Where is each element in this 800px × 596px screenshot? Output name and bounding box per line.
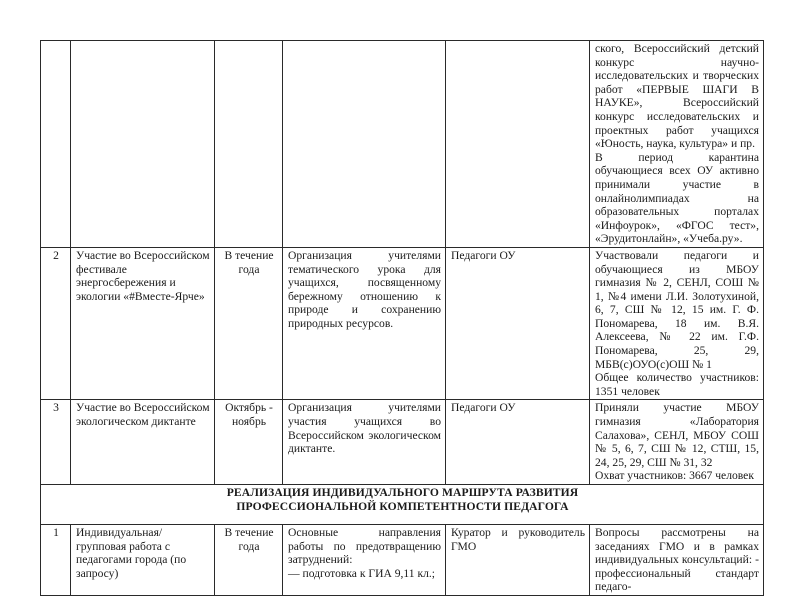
result-text: Приняли участие МБОУ гимназия «Лаборатория Салахова», СЕНЛ, МБОУ СОШ № 5, 6, 7, СШ № 12, СТШ, 15, 24, 25, 29, СШ № 31, 32 — [595, 401, 759, 469]
section-title — [41, 485, 764, 525]
result-text: Участвовали педагоги и обучающиеся из МБОУ гимназия № 2, СЕНЛ, СОШ № 1, №4 имени Л.И. Золотухиной, 6, 7, СШ № 12, 15 им. Г. Ф. Пономарева, 18 им. В.Я. Алексеева, № 22 им. Г.Ф. Пономарева, 25, 29, МБВ(с)ОУО(с)ОШ № 1 — [595, 248, 759, 371]
event-result — [590, 41, 764, 248]
result-text: ского, Всероссийский детский конкурс научно-исследовательских и творческих работ «ПЕРВЫЕ ШАГИ В НАУКЕ», Всероссийский конкурс исследовательских и проектных работ учащихся «Юность, наука, культура» и пр. — [595, 42, 759, 151]
event-content — [283, 41, 446, 248]
row-number — [41, 41, 71, 248]
event-content — [283, 525, 446, 596]
event-result: Вопросы рассмотрены на заседаниях ГМО и в рамках индивидуальных консультаций: - профессиональный стандарт педаго- — [590, 525, 764, 596]
table-row — [41, 400, 764, 485]
row-number: 2 — [41, 247, 71, 400]
event-period — [215, 41, 283, 248]
row-number: 3 — [41, 400, 71, 485]
event-content: Организация учителями участия учащихся во Всероссийском экологическом диктанте. — [283, 400, 446, 485]
event-name: Участие во Всероссийском экологическом диктанте — [71, 400, 215, 485]
event-period: В течение года — [215, 525, 283, 596]
section-header-row — [41, 485, 764, 525]
section-title-line: ПРОФЕССИОНАЛЬНОЙ КОМПЕТЕНТНОСТИ ПЕДАГОГА — [236, 499, 569, 513]
event-name — [71, 41, 215, 248]
event-period: В течение года — [215, 247, 283, 400]
event-content: Организация учителями тематического урока для учащихся, посвященному бережному отношению к природе и сохранению природных ресурсов. — [283, 247, 446, 400]
event-result — [590, 247, 764, 400]
content-text: Основные направления работы по предотвращению затруднений: — [288, 526, 441, 567]
result-text: Охват участников: 3667 человек — [595, 469, 754, 483]
event-participants: Куратор и руководитель ГМО — [446, 525, 590, 596]
section-title-line: РЕАЛИЗАЦИЯ ИНДИВИДУАЛЬНОГО МАРШРУТА РАЗВИТИЯ — [226, 486, 579, 499]
result-text: Общее количество участников: 1351 человек — [595, 371, 759, 398]
event-result — [590, 400, 764, 485]
event-participants: Педагоги ОУ — [446, 247, 590, 400]
event-participants — [446, 41, 590, 248]
row-number: 1 — [41, 525, 71, 596]
table-row — [41, 247, 764, 400]
event-name: Индивидуальная/групповая работа с педагогами города (по запросу) — [71, 525, 215, 596]
content-text: — подготовка к ГИА 9,11 кл.; — [288, 566, 436, 580]
event-name: Участие во Всероссийском фестивале энергосбережения и экологии «#Вместе-Ярче» — [71, 247, 215, 400]
activity-table — [40, 40, 764, 596]
result-text: В период карантина обучающиеся всех ОУ активно принимали участие в онлайнолимпиадах на образовательных порталах «Инфоурок», «ФГОС тест», «Эрудитонлайн», «Учеба.ру». — [595, 150, 759, 246]
event-period: Октябрь - ноябрь — [215, 400, 283, 485]
event-participants: Педагоги ОУ — [446, 400, 590, 485]
table-row — [41, 41, 764, 248]
table-row — [41, 525, 764, 596]
